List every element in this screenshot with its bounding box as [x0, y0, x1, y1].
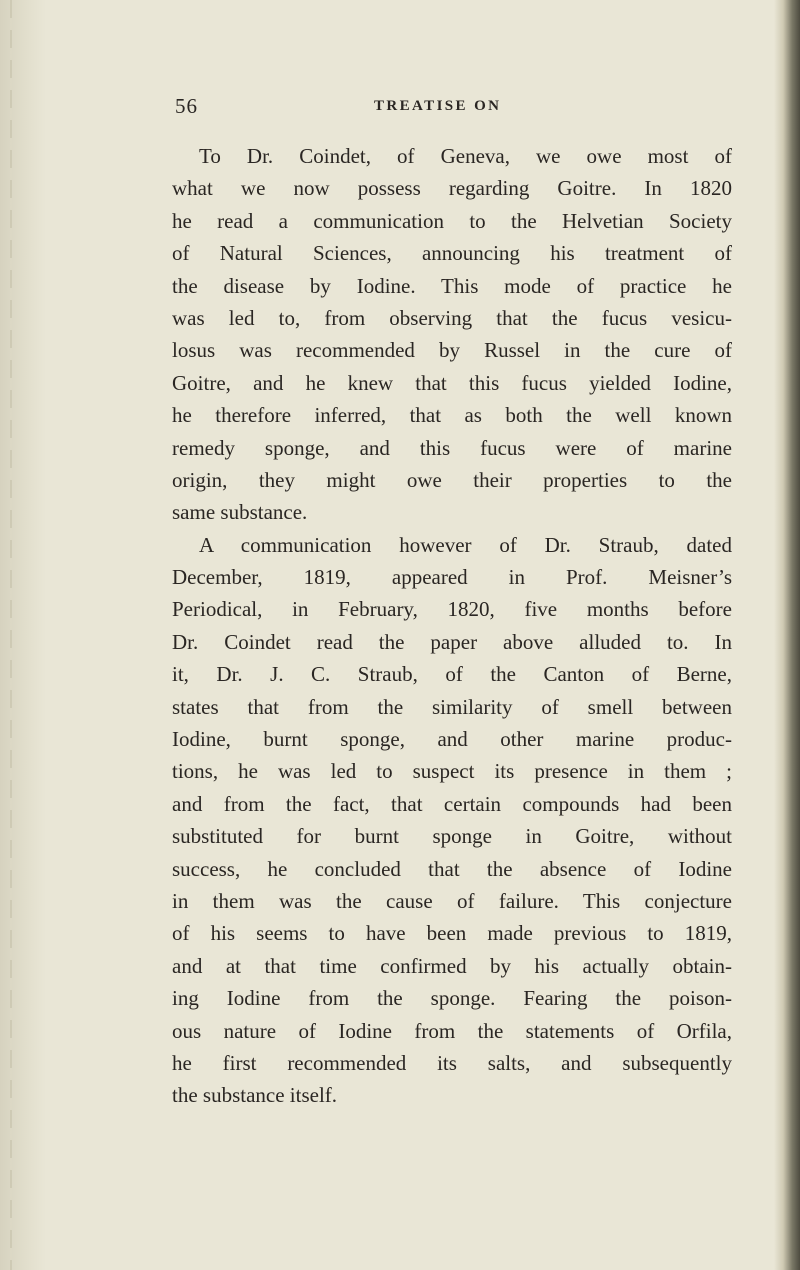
text-line: what we now possess regarding Goitre. In 1820 — [172, 176, 732, 201]
text-line: of his seems to have been made previous to 1819, — [172, 921, 732, 946]
text-line: substituted for burnt sponge in Goitre, without — [172, 824, 732, 849]
text-line: same substance. — [172, 500, 308, 525]
text-line: of Natural Sciences, announcing his treatment of — [172, 241, 732, 266]
text-line: December, 1819, appeared in Prof. Meisner’s — [172, 565, 732, 590]
text-line: origin, they might owe their properties to the — [172, 467, 732, 492]
text-line: the substance itself. — [172, 1083, 338, 1108]
text-line: ing Iodine from the sponge. Fearing the poison- — [172, 986, 732, 1011]
body-text — [172, 140, 732, 1112]
text-line: remedy sponge, and this fucus were of marine — [172, 435, 732, 460]
text-line: Dr. Coindet read the paper above alluded to. In — [172, 629, 732, 654]
text-line: To Dr. Coindet, of Geneva, we owe most of — [199, 144, 732, 168]
running-title: TREATISE ON — [374, 98, 502, 114]
page-edge-right — [774, 0, 800, 1270]
text-line: losus was recommended by Russel in the cure of — [172, 338, 732, 363]
text-line: and at that time confirmed by his actually obtain- — [172, 953, 732, 978]
text-line: states that from the similarity of smell between — [172, 694, 732, 719]
text-line: the disease by Iodine. This mode of practice he — [172, 273, 732, 298]
text-line: Goitre, and he knew that this fucus yielded Iodine, — [172, 370, 732, 395]
text-line: tions, he was led to suspect its presence in them ; — [172, 759, 732, 784]
text-line: he first recommended its salts, and subsequently — [172, 1050, 732, 1075]
text-line: it, Dr. J. C. Straub, of the Canton of Berne, — [172, 662, 732, 687]
text-line: he read a communication to the Helvetian Society — [172, 208, 732, 233]
text-line: was led to, from observing that the fucus vesicu- — [172, 305, 732, 330]
text-line: ous nature of Iodine from the statements of Orfila, — [172, 1018, 732, 1043]
text-line: and from the fact, that certain compounds had been — [172, 791, 732, 816]
text-line: Periodical, in February, 1820, five months before — [172, 597, 732, 622]
text-line: A communication however of Dr. Straub, dated — [199, 532, 732, 557]
page-number: 56 — [175, 94, 198, 118]
page-gutter-left — [0, 0, 46, 1270]
text-line: he therefore inferred, that as both the well known — [172, 403, 732, 428]
text-line: in them was the cause of failure. This conjecture — [172, 888, 732, 913]
running-head — [175, 94, 775, 124]
text-line: Iodine, burnt sponge, and other marine produc- — [172, 727, 732, 752]
text-line: success, he concluded that the absence of Iodine — [172, 856, 732, 881]
